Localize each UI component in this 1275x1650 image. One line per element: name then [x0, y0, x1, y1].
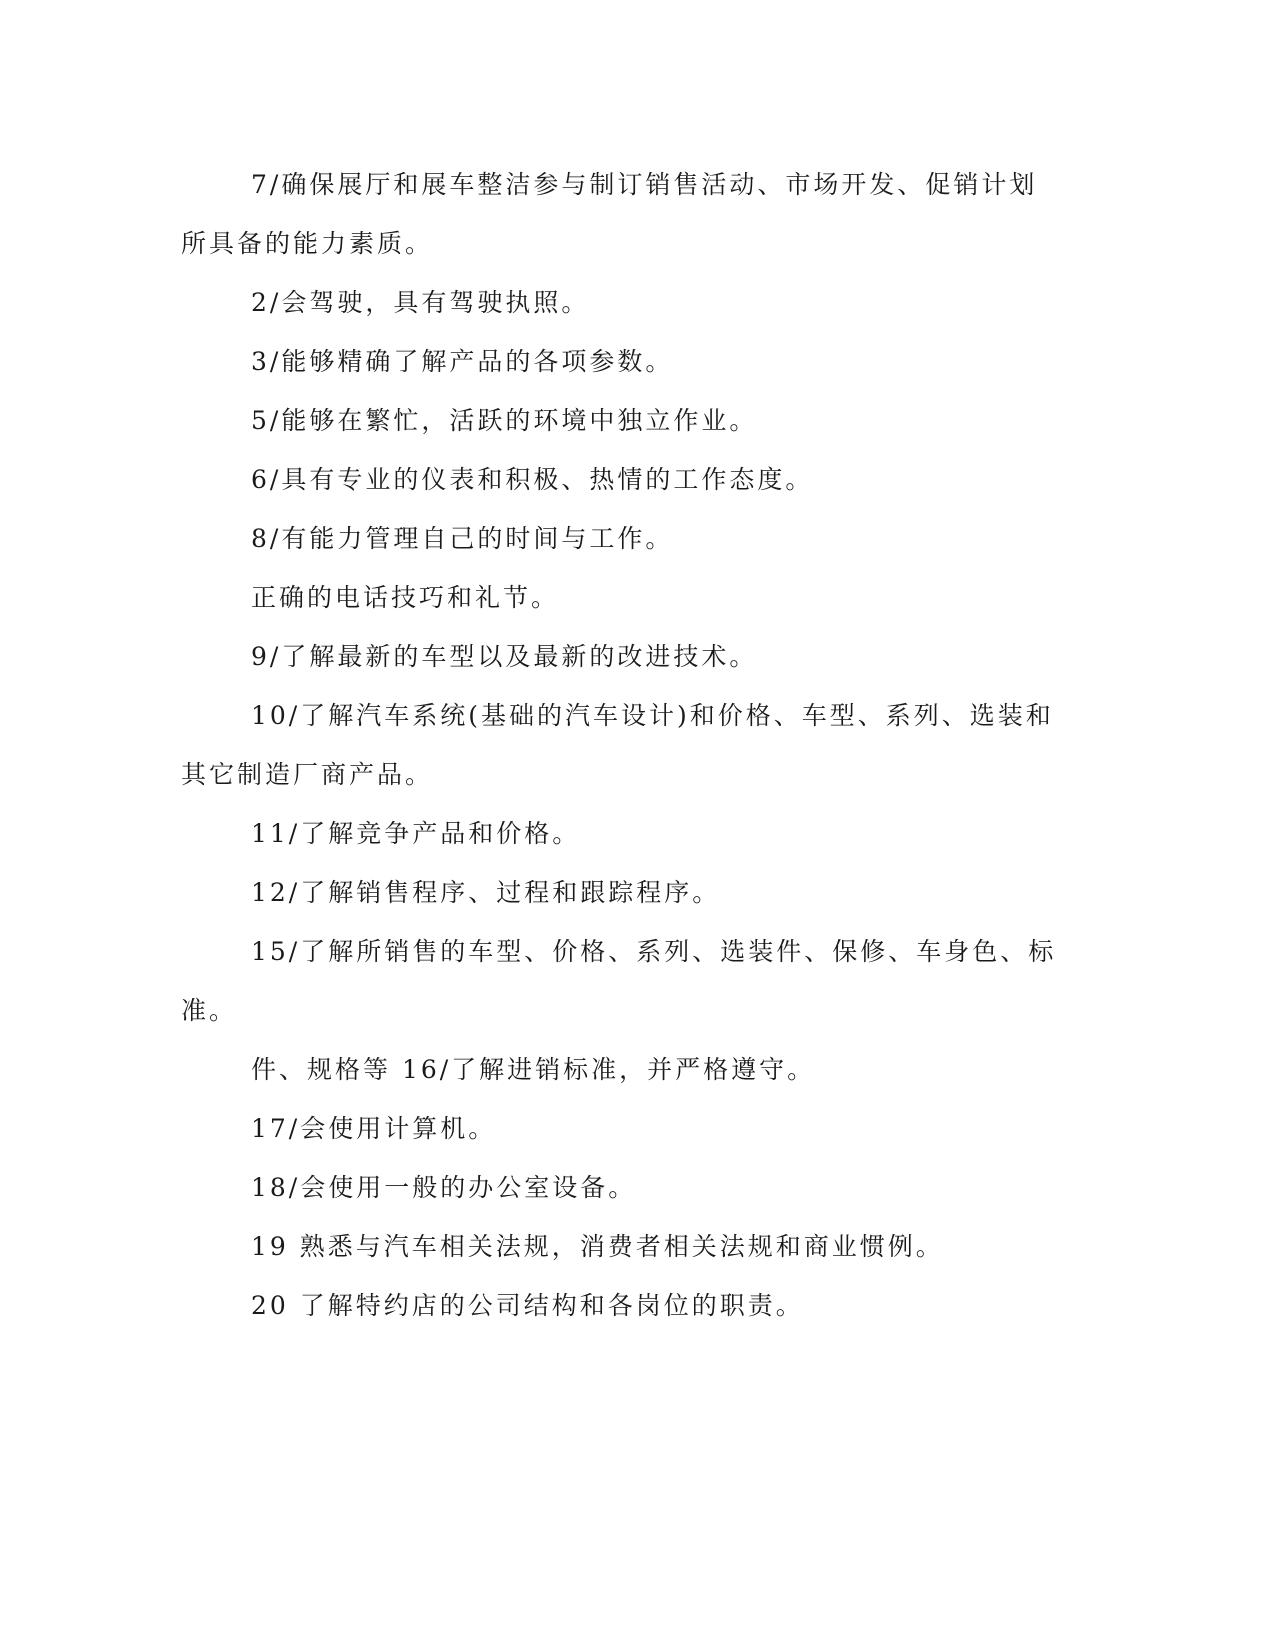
- paragraph: 2/会驾驶，具有驾驶执照。: [251, 288, 590, 317]
- paragraph: 8/有能力管理自己的时间与工作。: [251, 524, 674, 553]
- paragraph: 9/了解最新的车型以及最新的改进技术。: [251, 642, 758, 671]
- paragraph: 件、规格等 16/了解进销标准，并严格遵守。: [251, 1055, 816, 1084]
- paragraph: 10/了解汽车系统(基础的汽车设计)和价格、车型、系列、选装和其它制造厂商产品。: [181, 701, 1054, 789]
- paragraph: 18/会使用一般的办公室设备。: [251, 1173, 637, 1202]
- paragraph: 5/能够在繁忙，活跃的环境中独立作业。: [251, 406, 758, 435]
- document-body: [181, 155, 1061, 1335]
- paragraph: 3/能够精确了解产品的各项参数。: [251, 347, 674, 376]
- paragraph: 20 了解特约店的公司结构和各岗位的职责。: [251, 1291, 804, 1320]
- paragraph: 12/了解销售程序、过程和跟踪程序。: [251, 878, 721, 907]
- paragraph: 17/会使用计算机。: [251, 1114, 497, 1143]
- paragraph: 6/具有专业的仪表和积极、热情的工作态度。: [251, 465, 814, 494]
- paragraph: 7/确保展厅和展车整洁参与制订销售活动、市场开发、促销计划所具备的能力素质。: [181, 170, 1038, 258]
- paragraph: 11/了解竞争产品和价格。: [251, 819, 581, 848]
- paragraph: 正确的电话技巧和礼节。: [251, 583, 560, 612]
- paragraph: 15/了解所销售的车型、价格、系列、选装件、保修、车身色、标准。: [181, 937, 1057, 1025]
- paragraph: 19 熟悉与汽车相关法规，消费者相关法规和商业惯例。: [251, 1232, 944, 1261]
